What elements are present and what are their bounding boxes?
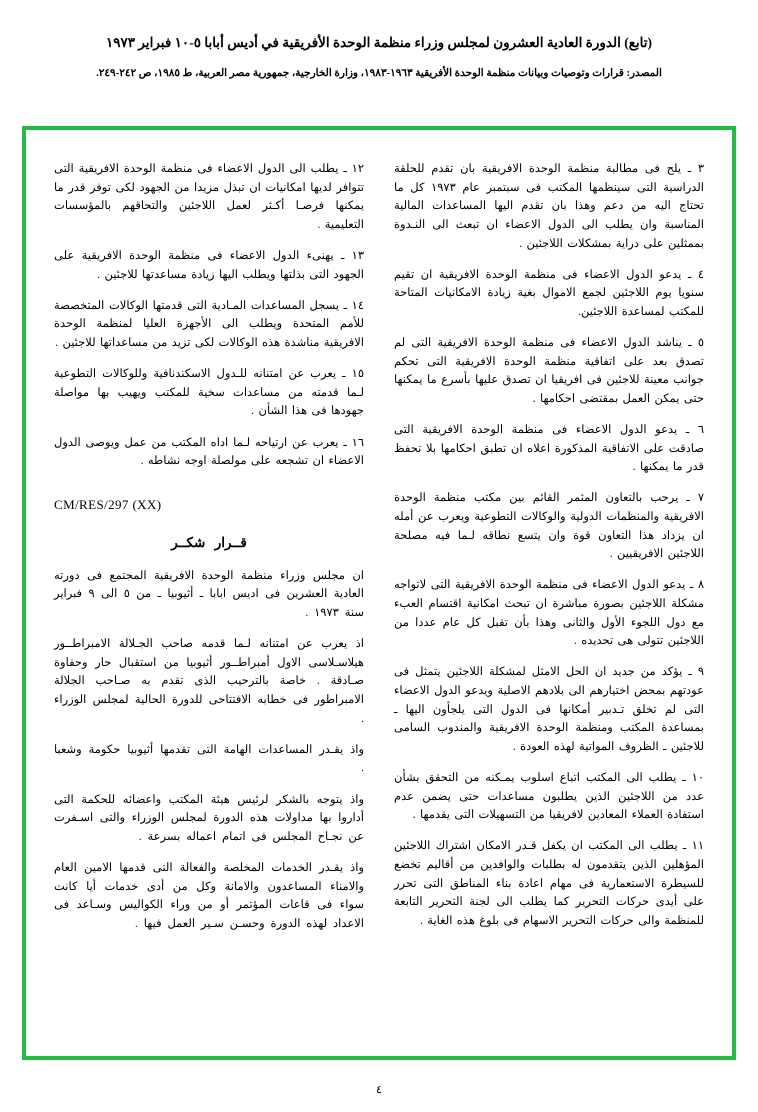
paragraph: ٧ ـ يرحب بالتعاون المثمر القائم بين مكتب منظمة الوحدة الافريقية والمنظمات الدولية والوكالات التطوعية ويعرب عن أمله ان يزداد هذا التعاون قوة وان يتسع نطاقه لـما فيه مصلحة اللاجئين الافريقيين . bbox=[394, 492, 704, 561]
paragraph: ١٠ ـ يطلب الى المكتب اتباع اسلوب يمـكنه من التحقق بشأن عدد من اللاجئين الذين يطلبون مساعدات حتى يضمن عدم استفادة العملاء المعادين لافريقيا من التسهيلات التى يقدمها . bbox=[394, 772, 704, 822]
paragraph: ٤ ـ يدعو الدول الاعضاء فى منظمة الوحدة الافريقية ان تقيم سنويا يوم اللاجئين لجمع الاموال بغية زيادة الامكانيات المتاحة للمكتب لمساعدة اللاجئين. bbox=[394, 268, 704, 318]
paragraph: ١٣ ـ يهنىء الدول الاعضاء فى منظمة الوحدة الافريقية على الجهود التى بذلتها ويطلب اليها زيادة مساعدتها للاجئين . bbox=[54, 250, 364, 281]
document-page bbox=[0, 34, 758, 1112]
left-column bbox=[54, 160, 364, 1036]
resolution-code: CM/RES/297 (XX) bbox=[54, 496, 162, 512]
paragraph: ٣ ـ يلح فى مطالبة منظمة الوحدة الافريقية بان تقدم للحلقة الدراسية التى سينظمها المكتب فى سبتمبر عام ١٩٧٣ كل ما تحتاج اليه من دعم وهذا بان تقدم اليها المساعدات المالية المناسبة وان يطلب الى الدول الاعضاء ان تبعث الى النـدوة بممثلين على دراية بمشكلات اللاجئين . bbox=[394, 163, 704, 250]
paragraph: ٩ ـ يؤكد من جديد ان الحل الامثل لمشكلة اللاجئين يتمثل فى عودتهم بمحض اختيارهم الى بلادهم الاصلية ويدعو الدول الاعضاء التى لم تخلق تـدبير أمكانها فى الدول التى يلجأون اليها ـ بمساعدة المكتب ومنظمة الوحدة الافريقية والمندوب السامى للاجئين ـ الظروف المواتية لهذه العودة . bbox=[394, 666, 704, 753]
source-line: المصدر: قرارات وتوصيات وبيانات منظمة الوحدة الأفريقية ١٩٦٣-١٩٨٣، وزارة الخارجية، جمهورية مصر العربية، ط ١٩٨٥، ص ٢٤٢-٢٤٩. bbox=[96, 67, 662, 79]
right-column bbox=[394, 160, 704, 1036]
resolution-title: قــرار شكــر bbox=[171, 534, 247, 550]
paragraph: ١٦ ـ يعرب عن ارتياحه لـما اداه المكتب من عمل ويوصى الدول الاعضاء ان تشجعه على مولصلة اوجه نشاطه . bbox=[54, 436, 364, 468]
page-title: (تابع) الدورة العادية العشرون لمجلس وزراء منظمة الوحدة الأفريقية في أديس أبابا ٥-١٠ فبراير ١٩٧٣ bbox=[105, 35, 653, 50]
page-header bbox=[0, 34, 758, 82]
paragraph: ١١ ـ يطلب الى المكتب ان يكفل قـدر الامكان اشتراك اللاجئين المؤهلين الذين يتقدمون له بطلبات والوافدين من أقاليم تخضع للسيطرة الاستعمارية فى مهام اعادة بناء المناطق التى تحرر على أيدى حركات التحرير كما يطلب الى لجنة التحرير التابعة للمنظمة والى حركات التحرير الاسهام فى بلوغ هذه الغاية . bbox=[394, 840, 704, 927]
paragraph: ان مجلس وزراء منظمة الوحدة الافريقية المجتمع فى دورته العادية العشرين فى اديس ابابا ـ أثيوبيا ـ من ٥ الى ٩ فبراير سنة ١٩٧٣ . bbox=[54, 569, 364, 619]
page-number: ٤ bbox=[376, 1084, 382, 1096]
paragraph: ١٥ ـ يعرب عن امتنانه للـدول الاسكندنافية وللوكالات التطوعية لـما قدمته من مساعدات سخية للمكتب ويهيب بها مواصلة جهودها فى هذا الشأن . bbox=[54, 368, 364, 418]
paragraph: واذ يقـدر المساعدات الهامة التى تقدمها أثيوبيا حكومة وشعبا . bbox=[54, 743, 364, 775]
paragraph: ١٤ ـ يسجل المساعدات المـادية التى قدمتها الوكالات المتخصصة للأمم المتحدة ويطلب الى الأجهزة العليا لمنظمة الوحدة الافريقية مناشدة هذه الوكالات لكى تزيد من مساعداتها للاجئين . bbox=[54, 299, 364, 349]
paragraph: ٦ ـ يدعو الدول الاعضاء فى منظمة الوحدة الافريقية التى صادقت على الاتفاقية المذكورة اعلاه ان تطبق احكامها بلا تحفظ قدر ما يمكنها . bbox=[394, 424, 704, 474]
paragraph: ٥ ـ يناشد الدول الاعضاء فى منظمة الوحدة الافريقية التى لم تصدق بعد على اتفاقية منظمة الوحدة الافريقية التى تحكم جوانب معينة للاجئين فى افريقيا ان تصدق عليها بأسرع ما يمكنها حتى يمكن العمل بمقتضى احكامها . bbox=[394, 337, 704, 405]
paragraph: واذ يقـدر الخدمات المخلصة والفعالة التى قدمها الامين العام والامناء المساعدون والامانة وكل من أدى خدمات أيا كانت سواء فى قاعات المؤتمر أو من وراء الكواليس وسـاعد فى الاعداد لهذه الدورة وحسـن سـير العمل فيها . bbox=[54, 861, 364, 930]
paragraph: ١٢ ـ يطلب الى الدول الاعضاء فى منظمة الوحدة الافريقية التى تتوافر لديها امكانيات ان تبذل مزيدا من الجهود لكى توفر قدر ما يمكنها فرصـا أكـثر لعمل اللاجئين والتحاقهم بالمؤسسات التعليمية . bbox=[54, 163, 364, 231]
two-column-body bbox=[36, 138, 722, 1046]
paragraph: اذ يعرب عن امتنانه لـما قدمه صاحب الجـلالة الامبراطــور هيلاسـلاسى الاول أمبراطــور أثيوبيا من استقبال حار وحفاوة صـادقة . خاصة بالترحيب الذى تقدم به صـاحب الجلالة الامبراطور فى خطابه الافتتاحى للدورة الحالية لمجلس الوزراء . bbox=[54, 638, 364, 725]
paragraph: واذ يتوجه بالشكر لرئيس هيئة المكتب واعضائه للحكمة التى أداروا بها مداولات هذه الدورة لمجلس الوزراء والتى اسـفرت عن نجـاح المجلس فى اتمام اعماله بسرعة . bbox=[54, 793, 364, 843]
paragraph: ٨ ـ يدعو الدول الاعضاء فى منظمة الوحدة الافريقية التى لاتواجه مشكلة اللاجئين بصورة مباشرة ان تبحث امكانية اقتسام العبء مع دول اللجوء الأول والثانى وهذا بأن تقبل كل عام عددا من اللاجئين تتولى هى تحديده . bbox=[394, 579, 704, 648]
